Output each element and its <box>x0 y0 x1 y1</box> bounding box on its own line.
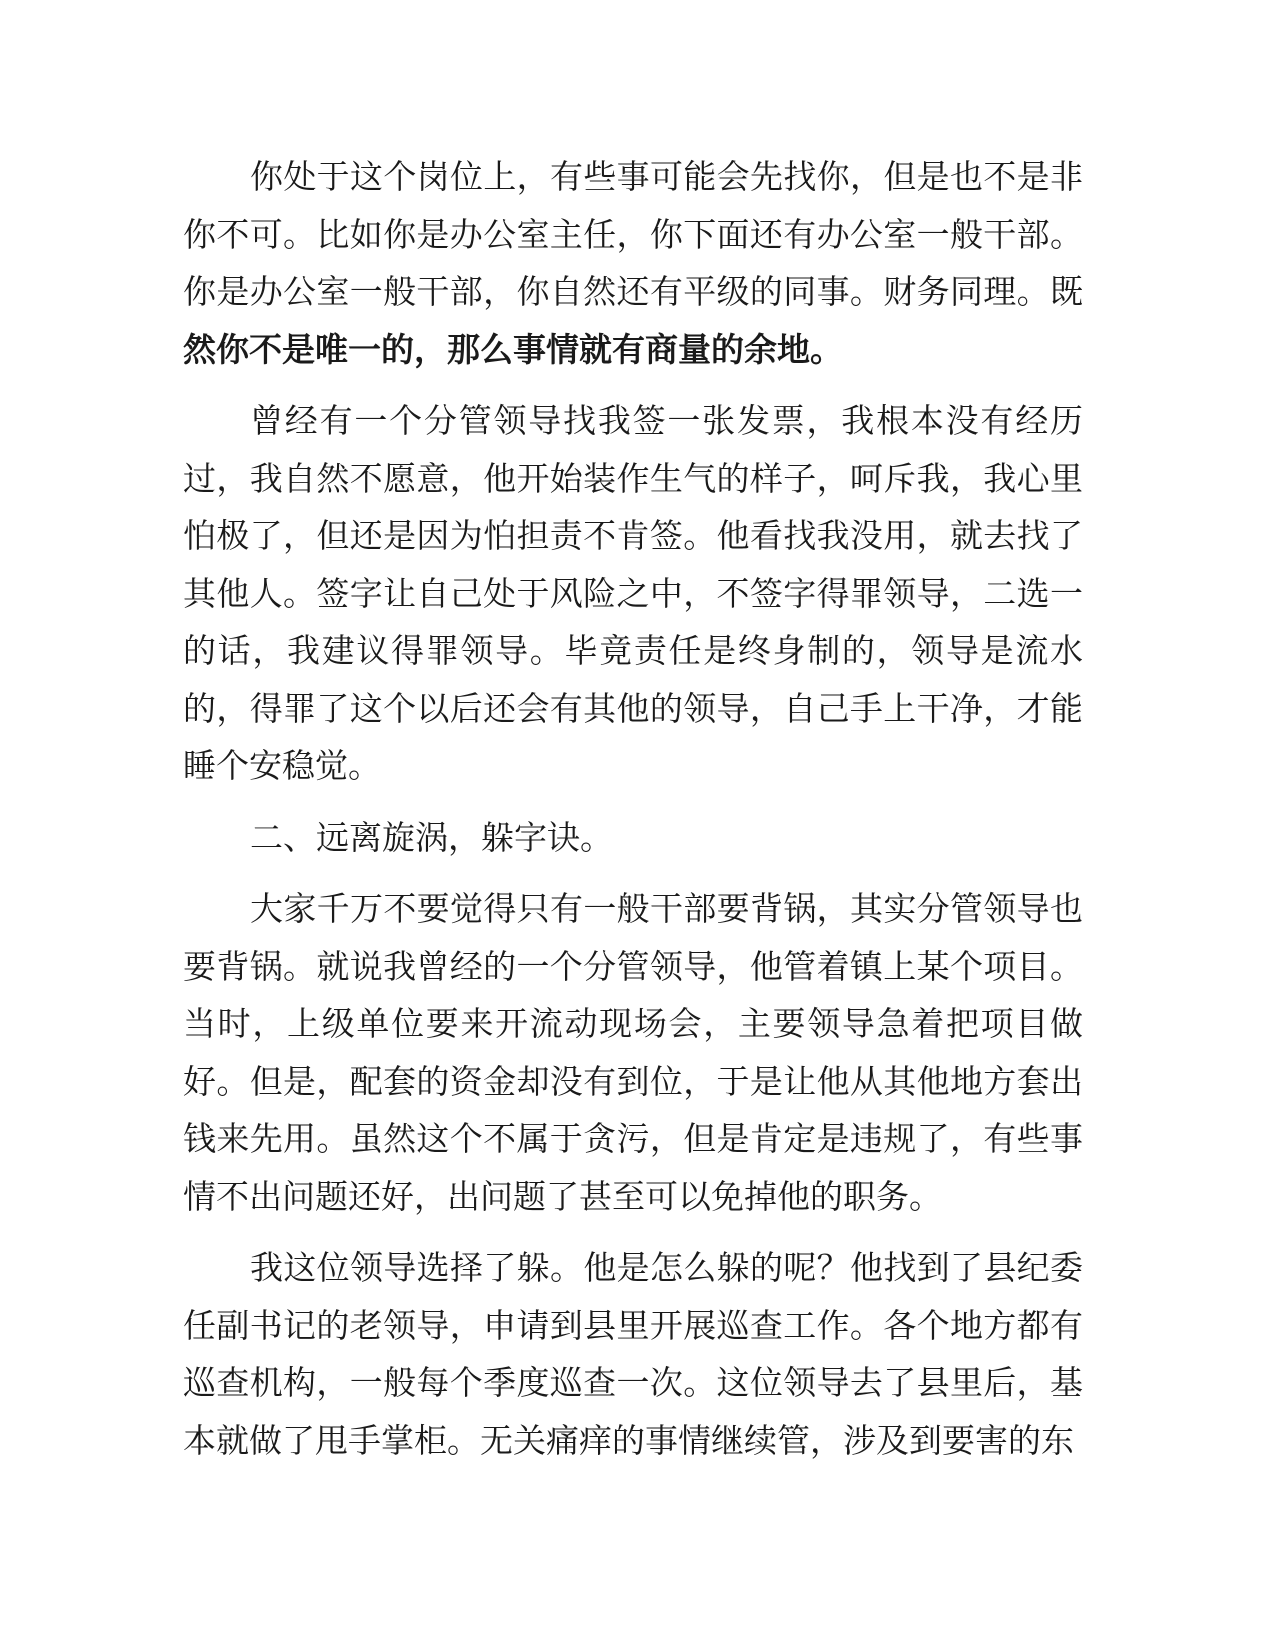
paragraph-1 <box>183 148 1083 378</box>
section-heading <box>183 809 1083 867</box>
paragraph-text: 大家千万不要觉得只有一般干部要背锅，其实分管领导也要背锅。就说我曾经的一个分管领导，他管着镇上某个项目。当时，上级单位要来开流动现场会，主要领导急着把项目做好。但是，配套的资金却没有到位，于是让他从其他地方套出钱来先用。虽然这个不属于贪污，但是肯定是违规了，有些事情不出问题还好，出问题了甚至可以免掉他的职务。 <box>183 889 1083 1216</box>
paragraph-text: 你处于这个岗位上，有些事可能会先找你，但是也不是非你不可。比如你是办公室主任，你下面还有办公室一般干部。你是办公室一般干部，你自然还有平级的同事。财务同理。既 <box>183 157 1083 311</box>
paragraph-text: 我这位领导选择了躲。他是怎么躲的呢？他找到了县纪委任副书记的老领导，申请到县里开展巡查工作。各个地方都有巡查机构，一般每个季度巡查一次。这位领导去了县里后，基本就做了甩手掌柜。无关痛痒的事情继续管，涉及到要害的东 <box>183 1248 1083 1460</box>
paragraph-4 <box>183 1239 1083 1469</box>
paragraph-2 <box>183 392 1083 795</box>
paragraph-3 <box>183 880 1083 1225</box>
paragraph-text: 曾经有一个分管领导找我签一张发票，我根本没有经历过，我自然不愿意，他开始装作生气的样子，呵斥我，我心里怕极了，但还是因为怕担责不肯签。他看找我没用，就去找了其他人。签字让自己处于风险之中，不签字得罪领导，二选一的话，我建议得罪领导。毕竟责任是终身制的，领导是流水的，得罪了这个以后还会有其他的领导，自己手上干净，才能睡个安稳觉。 <box>183 401 1083 785</box>
section-heading-text: 二、远离旋涡，躲字诀。 <box>250 817 613 857</box>
paragraph-text-bold: 然你不是唯一的，那么事情就有商量的余地。 <box>183 329 843 369</box>
document-body <box>183 148 1083 1483</box>
